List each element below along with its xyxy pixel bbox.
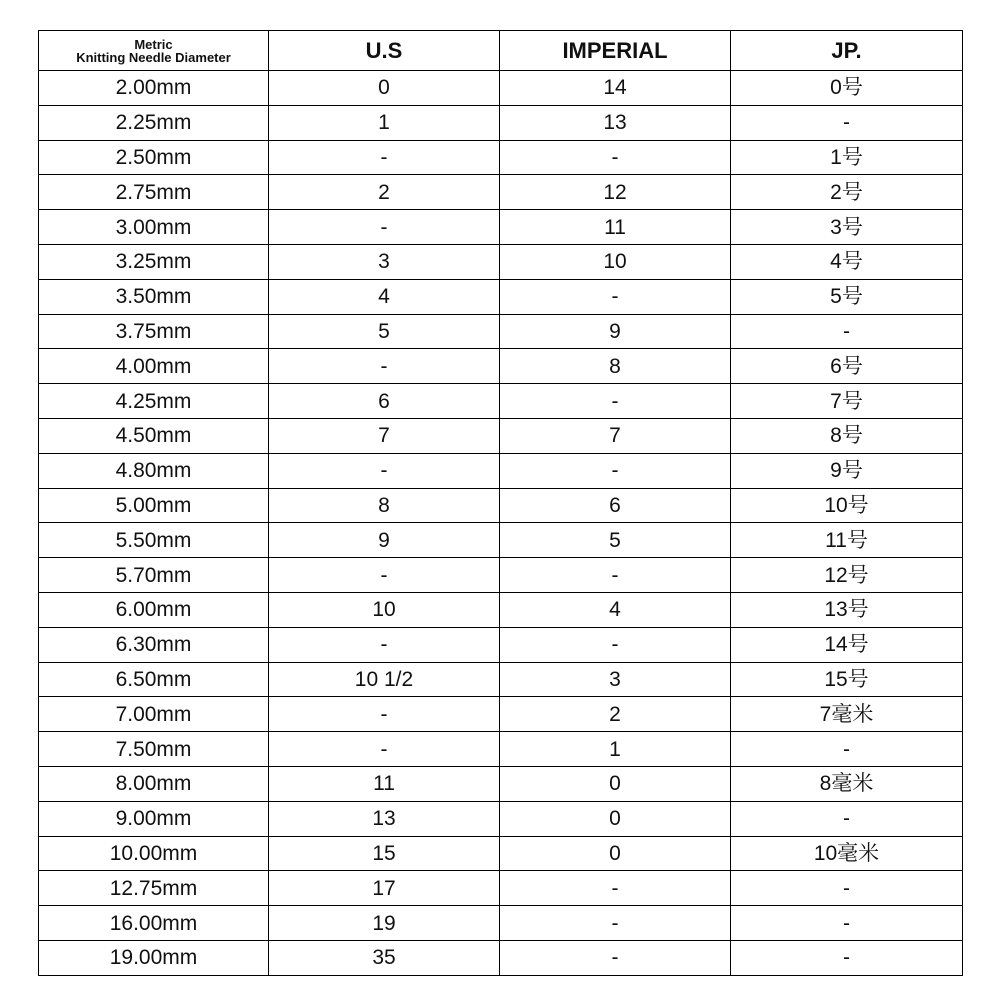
cell-imperial: - [500,384,731,419]
table-row [39,766,963,801]
table-row [39,349,963,384]
table-row [39,210,963,245]
cell-imperial: 0 [500,766,731,801]
cell-jp: 7毫米 [731,697,963,732]
cell-imperial: 3 [500,662,731,697]
cell-us: 19 [269,906,500,941]
header-jp: JP. [731,31,963,71]
table-row [39,592,963,627]
cell-jp: 1号 [731,140,963,175]
cell-jp: 10号 [731,488,963,523]
cell-jp: 7号 [731,384,963,419]
cell-us: 7 [269,418,500,453]
cell-jp: 10毫米 [731,836,963,871]
cell-us: 0 [269,71,500,106]
table-row [39,175,963,210]
cell-us: 2 [269,175,500,210]
cell-metric: 7.00mm [39,697,269,732]
cell-us: 15 [269,836,500,871]
header-metric [39,31,269,71]
cell-jp: - [731,801,963,836]
table-row [39,697,963,732]
cell-jp: - [731,871,963,906]
cell-us: 10 1/2 [269,662,500,697]
cell-us: - [269,453,500,488]
table-row [39,71,963,106]
cell-jp: 3号 [731,210,963,245]
table-row [39,836,963,871]
cell-jp: - [731,732,963,767]
cell-jp: - [731,906,963,941]
cell-us: 5 [269,314,500,349]
cell-metric: 2.00mm [39,71,269,106]
table-row [39,871,963,906]
table-row [39,105,963,140]
cell-imperial: - [500,140,731,175]
cell-us: 8 [269,488,500,523]
cell-imperial: 0 [500,836,731,871]
cell-imperial: 2 [500,697,731,732]
cell-us: 1 [269,105,500,140]
cell-jp: 4号 [731,244,963,279]
cell-jp: 14号 [731,627,963,662]
cell-us: 10 [269,592,500,627]
cell-metric: 2.50mm [39,140,269,175]
cell-imperial: 5 [500,523,731,558]
cell-metric: 3.75mm [39,314,269,349]
cell-metric: 8.00mm [39,766,269,801]
cell-imperial: - [500,940,731,975]
table-row [39,523,963,558]
table-row [39,453,963,488]
table-row [39,801,963,836]
header-metric-line2: Knitting Needle Diameter [76,49,231,65]
table-row [39,384,963,419]
table-row [39,279,963,314]
cell-imperial: - [500,627,731,662]
table-row [39,558,963,593]
cell-jp: 12号 [731,558,963,593]
cell-jp: - [731,314,963,349]
cell-us: - [269,140,500,175]
cell-imperial: 7 [500,418,731,453]
cell-metric: 7.50mm [39,732,269,767]
cell-imperial: 13 [500,105,731,140]
cell-metric: 12.75mm [39,871,269,906]
cell-jp: 11号 [731,523,963,558]
cell-imperial: 1 [500,732,731,767]
cell-us: 13 [269,801,500,836]
cell-imperial: 0 [500,801,731,836]
cell-us: - [269,732,500,767]
cell-us: - [269,627,500,662]
cell-us: - [269,349,500,384]
cell-jp: 8毫米 [731,766,963,801]
cell-imperial: 6 [500,488,731,523]
cell-metric: 6.50mm [39,662,269,697]
cell-metric: 3.00mm [39,210,269,245]
cell-us: 11 [269,766,500,801]
cell-imperial: 12 [500,175,731,210]
table-row [39,906,963,941]
cell-us: 9 [269,523,500,558]
cell-metric: 3.25mm [39,244,269,279]
table-row [39,662,963,697]
cell-jp: 9号 [731,453,963,488]
cell-imperial: 4 [500,592,731,627]
cell-metric: 4.25mm [39,384,269,419]
cell-metric: 2.75mm [39,175,269,210]
table-row [39,418,963,453]
cell-imperial: - [500,453,731,488]
table-header [39,31,963,71]
header-us: U.S [269,31,500,71]
cell-imperial: 11 [500,210,731,245]
cell-metric: 4.80mm [39,453,269,488]
cell-us: - [269,558,500,593]
table-row [39,627,963,662]
cell-jp: 6号 [731,349,963,384]
cell-jp: 13号 [731,592,963,627]
cell-metric: 16.00mm [39,906,269,941]
cell-jp: - [731,940,963,975]
cell-us: 4 [269,279,500,314]
cell-metric: 19.00mm [39,940,269,975]
cell-us: 35 [269,940,500,975]
table-body [39,71,963,976]
cell-imperial: - [500,906,731,941]
cell-metric: 5.70mm [39,558,269,593]
cell-metric: 4.00mm [39,349,269,384]
cell-imperial: - [500,871,731,906]
cell-metric: 4.50mm [39,418,269,453]
cell-us: 3 [269,244,500,279]
cell-metric: 6.00mm [39,592,269,627]
cell-metric: 5.50mm [39,523,269,558]
cell-jp: - [731,105,963,140]
cell-us: 6 [269,384,500,419]
cell-us: 17 [269,871,500,906]
table-row [39,140,963,175]
table-row [39,314,963,349]
cell-imperial: 8 [500,349,731,384]
cell-imperial: 14 [500,71,731,106]
cell-metric: 2.25mm [39,105,269,140]
table-row [39,244,963,279]
needle-size-conversion-table [38,30,963,976]
header-row [39,31,963,71]
cell-imperial: 9 [500,314,731,349]
cell-metric: 10.00mm [39,836,269,871]
cell-metric: 5.00mm [39,488,269,523]
cell-jp: 15号 [731,662,963,697]
cell-us: - [269,697,500,732]
cell-metric: 9.00mm [39,801,269,836]
cell-imperial: 10 [500,244,731,279]
cell-us: - [269,210,500,245]
cell-imperial: - [500,558,731,593]
cell-metric: 3.50mm [39,279,269,314]
cell-jp: 2号 [731,175,963,210]
table-row [39,488,963,523]
cell-jp: 8号 [731,418,963,453]
table-row [39,732,963,767]
table-row [39,940,963,975]
cell-imperial: - [500,279,731,314]
header-imperial: IMPERIAL [500,31,731,71]
cell-jp: 0号 [731,71,963,106]
cell-metric: 6.30mm [39,627,269,662]
header-metric-line1: Metric [134,36,173,52]
cell-jp: 5号 [731,279,963,314]
